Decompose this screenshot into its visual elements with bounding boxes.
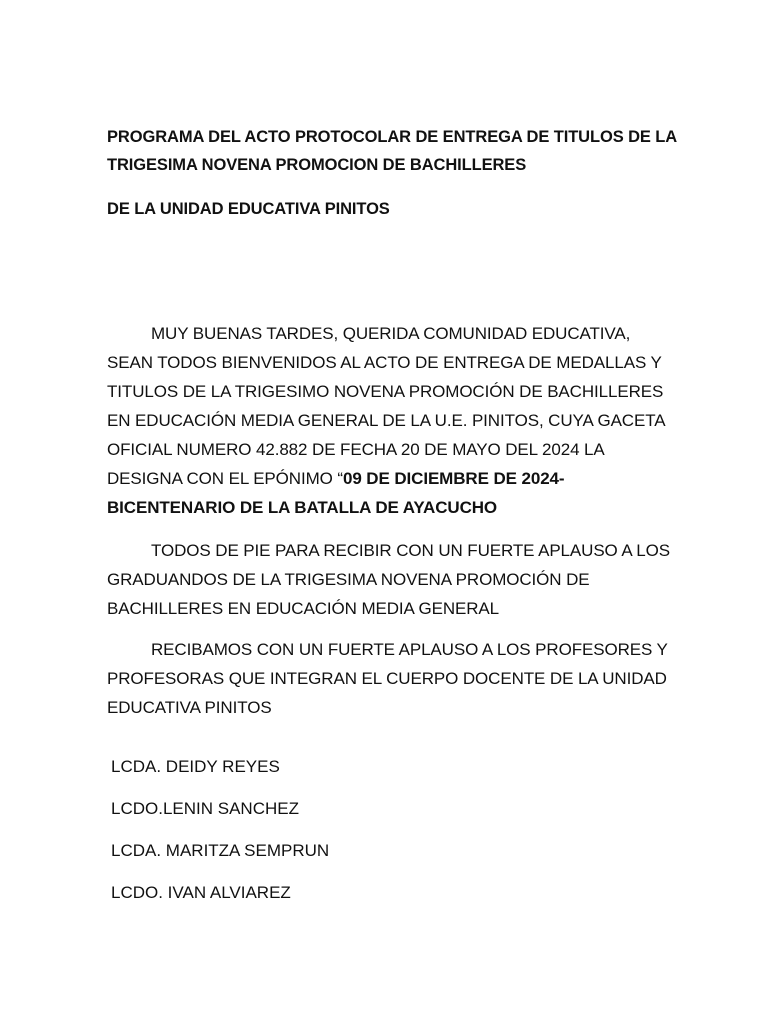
eponym-text: 09 DE DICIEMBRE DE 2024-BICENTENARIO DE LA BATALLA DE AYACUCHO (107, 469, 565, 517)
document-subtitle: DE LA UNIDAD EDUCATIVA PINITOS (107, 200, 390, 218)
teacher-name: LCDO. IVAN ALVIAREZ (111, 883, 291, 902)
welcome-text: MUY BUENAS TARDES, QUERIDA COMUNIDAD EDUCATIVA, SEAN TODOS BIENVENIDOS AL ACTO DE ENTREGA DE MEDALLAS Y TITULOS DE LA TRIGESIMO NOVENA PROMOCIÓN DE BACHILLERES EN EDUCACIÓN MEDIA GENERAL DE LA U.E. PINITOS, CUYA GACETA OFICIAL NUMERO 42.882 DE FECHA 20 DE MAYO DEL 2024 LA DESIGNA CON EL EPÓNIMO “ (107, 324, 665, 488)
teacher-name: LCDA. DEIDY REYES (111, 757, 280, 776)
welcome-paragraph (107, 319, 677, 522)
teacher-name: LCDO.LENIN SANCHEZ (111, 799, 299, 818)
teacher-name: LCDA. MARITZA SEMPRUN (111, 841, 330, 860)
teachers-list (111, 752, 329, 920)
teachers-paragraph: RECIBAMOS CON UN FUERTE APLAUSO A LOS PROFESORES Y PROFESORAS QUE INTEGRAN EL CUERPO DOCENTE DE LA UNIDAD EDUCATIVA PINITOS (107, 640, 668, 717)
document-title: PROGRAMA DEL ACTO PROTOCOLAR DE ENTREGA DE TITULOS DE LA TRIGESIMA NOVENA PROMOCION DE BACHILLERES (107, 128, 677, 174)
graduates-paragraph: TODOS DE PIE PARA RECIBIR CON UN FUERTE APLAUSO A LOS GRADUANDOS DE LA TRIGESIMA NOVENA PROMOCIÓN DE BACHILLERES EN EDUCACIÓN MEDIA GENERAL (107, 541, 671, 618)
